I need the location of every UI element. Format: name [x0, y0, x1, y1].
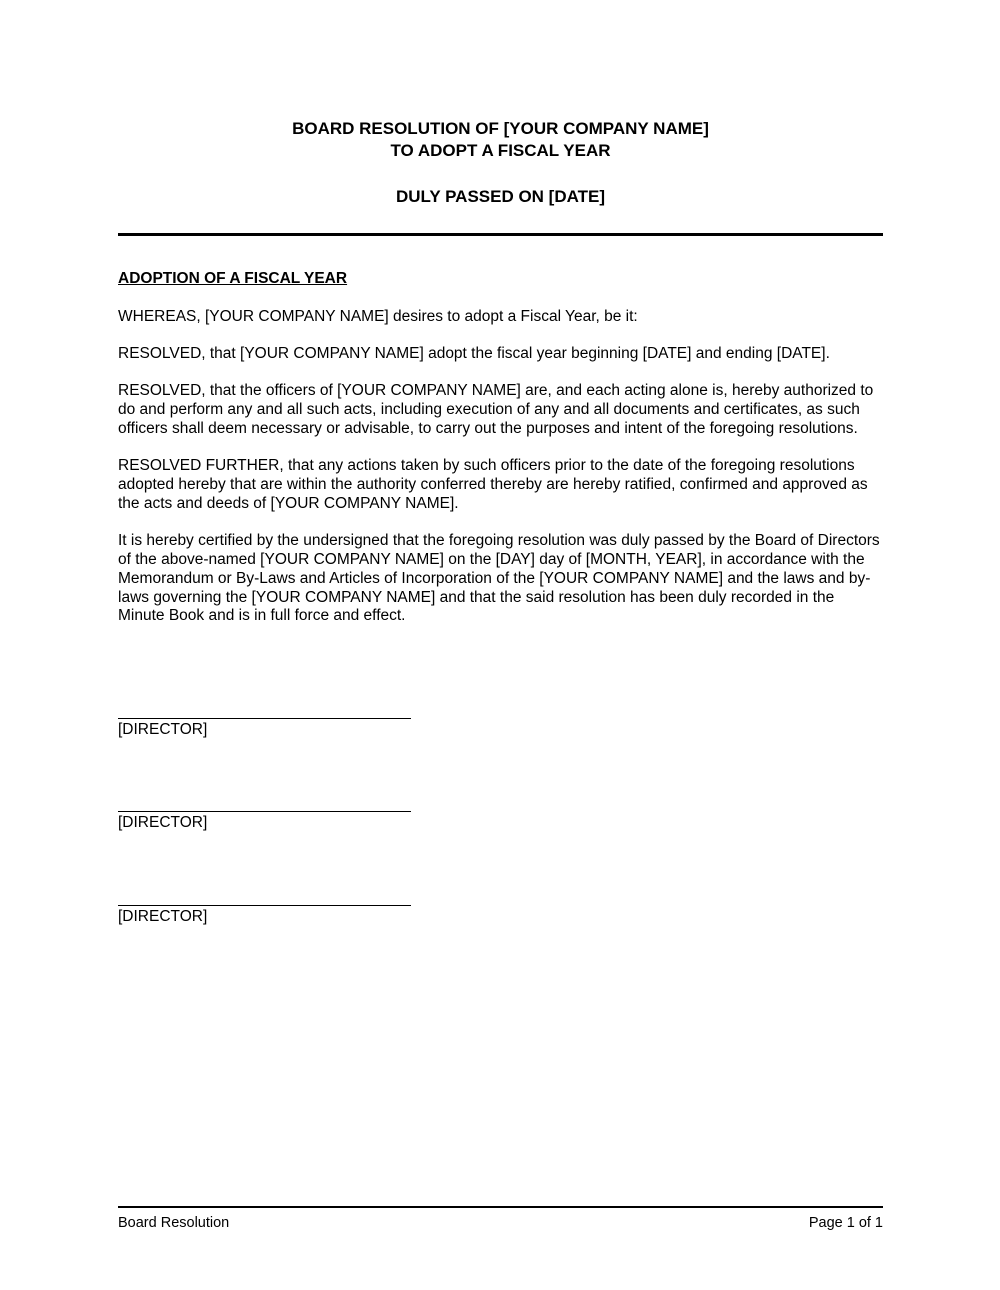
- footer-divider: [118, 1206, 883, 1208]
- footer-page-number: Page 1 of 1: [808, 1215, 883, 1231]
- signature-block: [118, 811, 411, 833]
- document-title: [118, 118, 883, 162]
- signature-block: [118, 905, 411, 927]
- title-line-1: BOARD RESOLUTION OF [YOUR COMPANY NAME]: [292, 119, 709, 138]
- signature-block: [118, 718, 411, 740]
- footer-document-name: Board Resolution: [118, 1215, 230, 1231]
- signature-line: [118, 718, 411, 719]
- signature-label: [DIRECTOR]: [118, 721, 208, 738]
- paragraph-resolved-officers: RESOLVED, that the officers of [YOUR COMPANY NAME] are, and each acting alone is, hereby authorized to do and perform any and all such acts, including execution of any and all documents and certificates, as such officers shall deem necessary or advisable, to carry out the purposes and intent of the foregoing resolutions.: [118, 382, 874, 437]
- title-line-2: TO ADOPT A FISCAL YEAR: [390, 141, 611, 160]
- section-heading: ADOPTION OF A FISCAL YEAR: [118, 270, 348, 287]
- document-body: [118, 270, 883, 645]
- title-divider: [118, 233, 883, 236]
- paragraph-certification: It is hereby certified by the undersigned that the foregoing resolution was duly passed by the Board of Directors of the above-named [YOUR COMPANY NAME] on the [DAY] day of [MONTH, YEAR], in accordance with the Memorandum or By-Laws and Articles of Incorporation of the [YOUR COMPANY NAME] and the laws and by-laws governing the [YOUR COMPANY NAME] and that the said resolution has been duly recorded in the Minute Book and is in full force and effect.: [118, 532, 880, 625]
- signature-line: [118, 811, 411, 812]
- signature-line: [118, 905, 411, 906]
- paragraph-resolved-further: RESOLVED FURTHER, that any actions taken by such officers prior to the date of the foregoing resolutions adopted hereby that are within the authority conferred thereby are hereby ratified, confirmed and approved as the acts and deeds of [YOUR COMPANY NAME].: [118, 457, 868, 512]
- document-subtitle: DULY PASSED ON [DATE]: [395, 187, 606, 206]
- signature-label: [DIRECTOR]: [118, 814, 208, 831]
- paragraph-whereas: WHEREAS, [YOUR COMPANY NAME] desires to adopt a Fiscal Year, be it:: [118, 307, 638, 325]
- signature-label: [DIRECTOR]: [118, 908, 208, 925]
- paragraph-resolved-fiscal-year: RESOLVED, that [YOUR COMPANY NAME] adopt the fiscal year beginning [DATE] and ending [DATE].: [118, 345, 830, 363]
